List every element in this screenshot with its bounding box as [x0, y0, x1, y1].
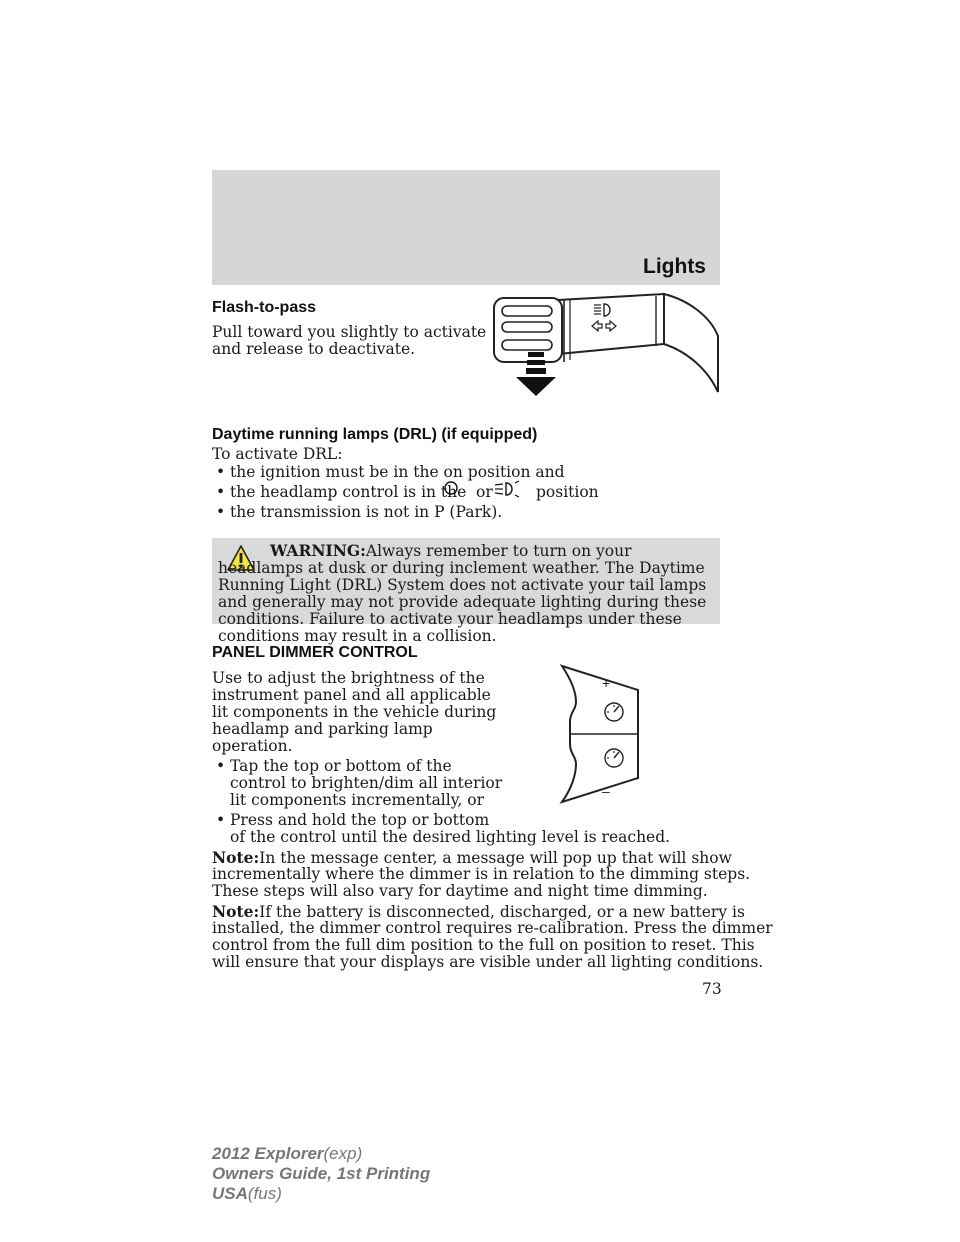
panel-bullet-2-line2: of the control until the desired lighting level is reached. — [230, 828, 671, 846]
panel-dimmer-text-line2: instrument panel and all applicable — [212, 686, 491, 704]
warning-label: WARNING: — [270, 541, 366, 560]
drl-bullet-2: • the headlamp control is in the — [216, 483, 467, 501]
note-2-line4: will ensure that your displays are visible under all lighting conditions. — [212, 953, 764, 971]
warning-box — [212, 538, 720, 645]
drl-bullet-1: • the ignition must be in the on position and — [216, 463, 565, 481]
note-2-line3: control from the full dim position to the full on position to reset. This — [212, 936, 755, 954]
footer-line-2: Owners Guide, 1st Printing — [212, 1164, 431, 1183]
section-header-band — [212, 170, 720, 285]
note-1-line1: Note:In the message center, a message will pop up that will show — [212, 848, 732, 867]
drl-heading: Daytime running lamps (DRL) (if equipped) — [212, 426, 538, 443]
panel-dimmer-heading: PANEL DIMMER CONTROL — [212, 644, 418, 661]
flash-to-pass-text-line1: Pull toward you slightly to activate — [212, 323, 487, 341]
note-2-line1: Note:If the battery is disconnected, discharged, or a new battery is — [212, 902, 745, 921]
warning-body: Always remember to turn on your headlamps at dusk or during inclement weather. The Daytime Running Light (DRL) System does not activate your tail lamps and generally may not provide adequate lighting during these conditions. Failure to activate your headlamps under these conditions may result in a collision. — [218, 542, 707, 645]
footer-line-3: USA(fus) — [212, 1184, 282, 1203]
note-2-line2: installed, the dimmer control requires re-calibration. Press the dimmer — [212, 919, 773, 937]
page-number: 73 — [702, 980, 722, 998]
panel-dimmer-text-line3: lit components in the vehicle during — [212, 703, 497, 721]
pull-arrow-icon — [514, 350, 558, 398]
panel-bullet-1-line2: control to brighten/dim all interior — [230, 774, 503, 792]
note-1-line2: incrementally where the dimmer is in relation to the dimming steps. — [212, 865, 751, 883]
headlamp-icon — [492, 480, 522, 498]
drl-bullet-2-post: position — [536, 483, 599, 501]
drl-intro: To activate DRL: — [212, 445, 343, 463]
drl-bullet-3: • the transmission is not in P (Park). — [216, 503, 503, 521]
dimmer-minus-label: – — [602, 783, 610, 799]
panel-dimmer-text-line4: headlamp and parking lamp — [212, 720, 433, 738]
parking-lamp-icon — [443, 480, 459, 496]
panel-dimmer-text-line1: Use to adjust the brightness of the — [212, 669, 485, 687]
footer-line-1: 2012 Explorer(exp) — [212, 1144, 363, 1163]
drl-bullet-2-or: or — [476, 483, 493, 501]
flash-to-pass-text-line2: and release to deactivate. — [212, 340, 416, 358]
section-title: Lights — [643, 255, 706, 278]
warning-text — [218, 542, 714, 645]
panel-bullet-1-line3: lit components incrementally, or — [230, 791, 485, 809]
dimmer-plus-label: + — [602, 675, 611, 691]
panel-bullet-2: • Press and hold the top or bottom — [216, 811, 490, 829]
panel-dimmer-text-line5: operation. — [212, 737, 293, 755]
note-1-line3: These steps will also vary for daytime and night time dimming. — [212, 882, 708, 900]
flash-to-pass-heading: Flash-to-pass — [212, 299, 317, 316]
panel-bullet-1: • Tap the top or bottom of the — [216, 757, 452, 775]
panel-dimmer-illustration — [548, 660, 644, 806]
